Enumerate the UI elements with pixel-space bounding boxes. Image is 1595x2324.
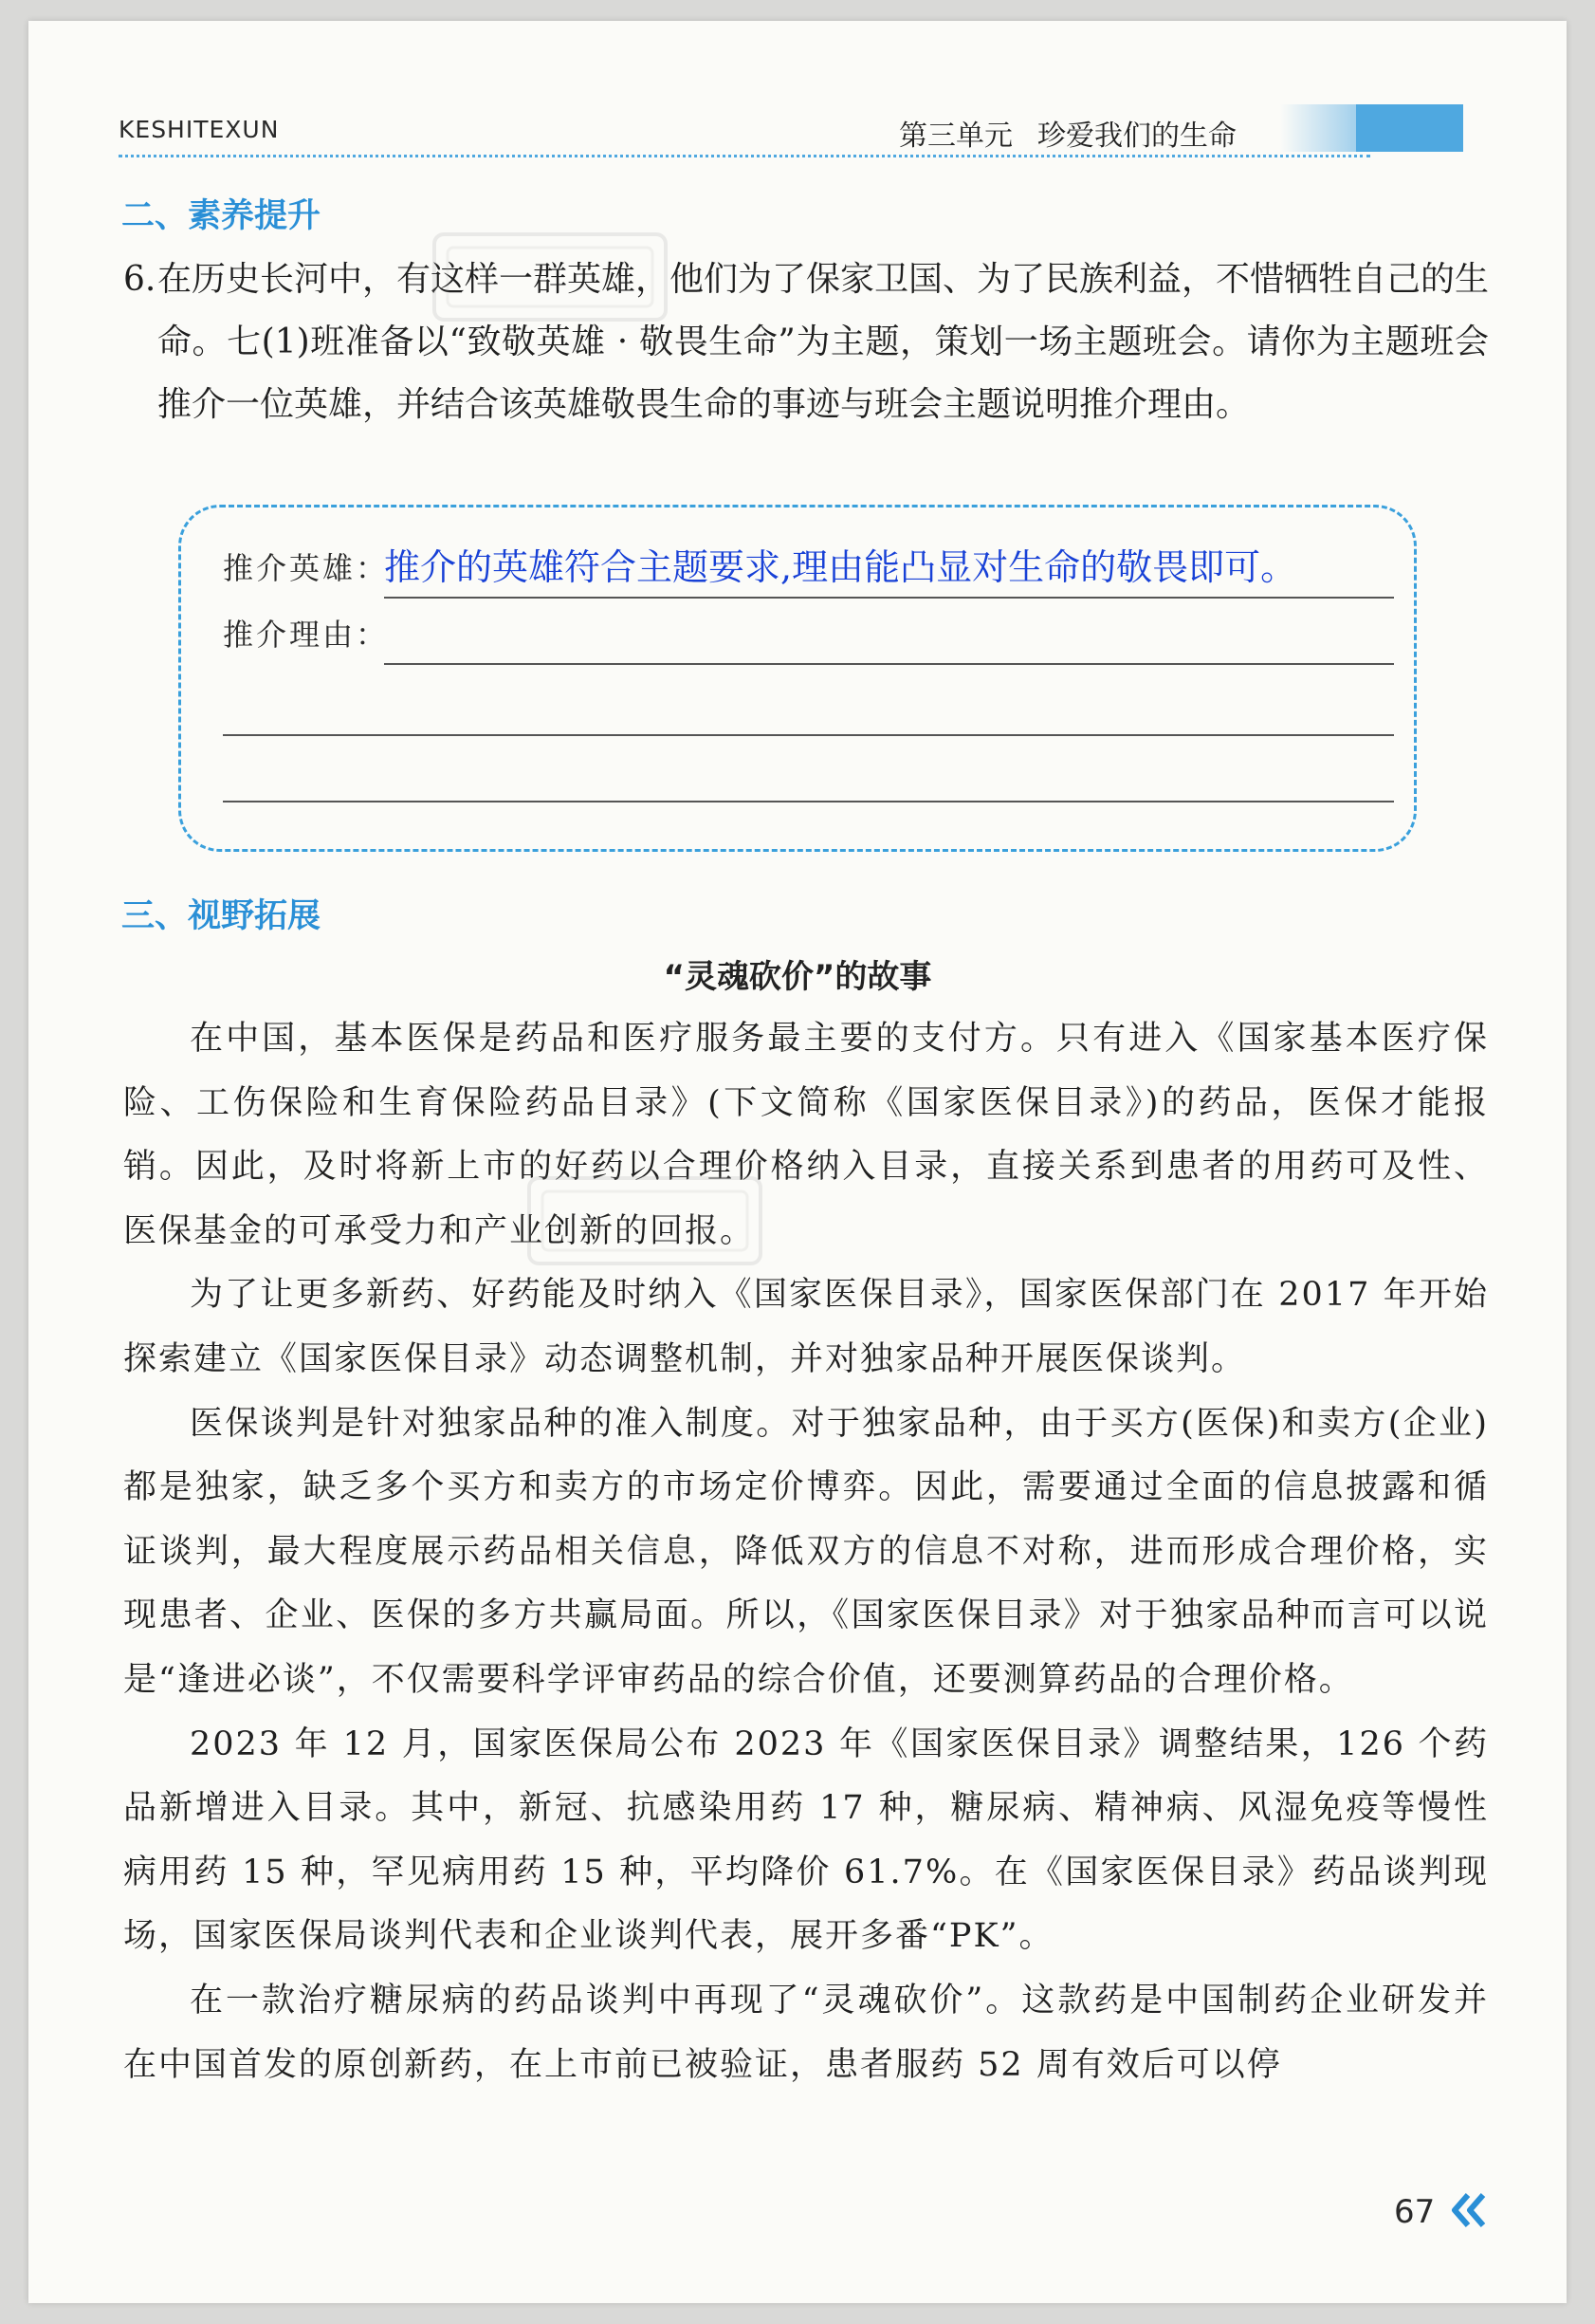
section-heading-literacy: 二、素养提升 [121,197,321,235]
reading-passage [123,1007,1489,2097]
reason-answer-line-2[interactable] [223,734,1394,736]
reason-answer-line-1[interactable] [384,663,1394,665]
passage-paragraph: 在中国，基本医保是药品和医疗服务最主要的支付方。只有进入《国家基本医疗保险、工伤保险和生育保险药品目录》(下文简称《国家医保目录》)的药品，医保才能报销。因此，及时将新上市的好药以合理价格纳入目录，直接关系到患者的用药可及性、医保基金的可承受力和产业创新的回报。 [123,1020,1489,1250]
reason-answer-line-3[interactable] [223,801,1394,802]
reason-label: 推介理由： [223,617,390,653]
header-divider [119,155,1370,157]
hero-label: 推介英雄： [223,550,390,586]
answer-text: 推介的英雄符合主题要求,理由能凸显对生命的敬畏即可。 [384,546,1297,588]
double-chevron-left-icon [1451,2191,1487,2229]
question-text: 在历史长河中，有这样一群英雄，他们为了保家卫国、为了民族利益，不惜牺牲自己的生命。七(1)班准备以“致敬英雄 · 敬畏生命”为主题，策划一场主题班会。请你为主题班会推介一位英雄，并结合该英雄敬畏生命的事迹与班会主题说明推介理由。 [157,260,1490,424]
passage-paragraph: 在一款治疗糖尿病的药品谈判中再现了“灵魂砍价”。这款药是中国制药企业研发并在中国首发的原创新药，在上市前已被验证，患者服药 52 周有效后可以停 [123,1981,1489,2084]
passage-paragraph: 为了让更多新药、好药能及时纳入《国家医保目录》，国家医保部门在 2017 年开始探索建立《国家医保目录》动态调整机制，并对独家品种开展医保谈判。 [123,1276,1489,1378]
header-accent-fade [1280,104,1356,152]
unit-number: 第三单元 [899,120,1013,153]
passage-paragraph: 医保谈判是针对独家品种的准入制度。对于独家品种，由于买方(医保)和卖方(企业)都是独家，缺乏多个买方和卖方的市场定价博弈。因此，需要通过全面的信息披露和循证谈判，最大程度展示药品相关信息，降低双方的信息不对称，进而形成合理价格，实现患者、企业、医保的多方共赢局面。所以，《国家医保目录》对于独家品种而言可以说是“逢进必谈”，不仅需要科学评审药品的综合价值，还要测算药品的合理价格。 [123,1404,1489,1699]
workbook-page [28,21,1567,2303]
brand-name: KESHITEXUN [119,116,280,143]
question-number: 6. [123,260,156,299]
unit-title [899,112,1237,154]
hero-answer-line[interactable] [384,597,1394,599]
passage-title: “灵魂砍价”的故事 [663,958,932,996]
header-accent-block [1356,104,1463,152]
unit-name: 珍爱我们的生命 [1037,120,1237,153]
page-number: 67 [1394,2193,1436,2231]
passage-paragraph: 2023 年 12 月，国家医保局公布 2023 年《国家医保目录》调整结果，126 个药品新增进入目录。其中，新冠、抗感染用药 17 种，糖尿病、精神病、风湿免疫等慢性病用药 15 种，罕见病用药 15 种，平均降价 61.7%。在《国家医保目录》药品谈判现场，国家医保局谈判代表和企业谈判代表，展开多番“PK”。 [123,1725,1489,1956]
section-heading-horizon: 三、视野拓展 [121,897,321,935]
watermark-stamp [427,225,673,329]
question-6 [123,249,1489,436]
watermark-stamp [522,1169,768,1273]
